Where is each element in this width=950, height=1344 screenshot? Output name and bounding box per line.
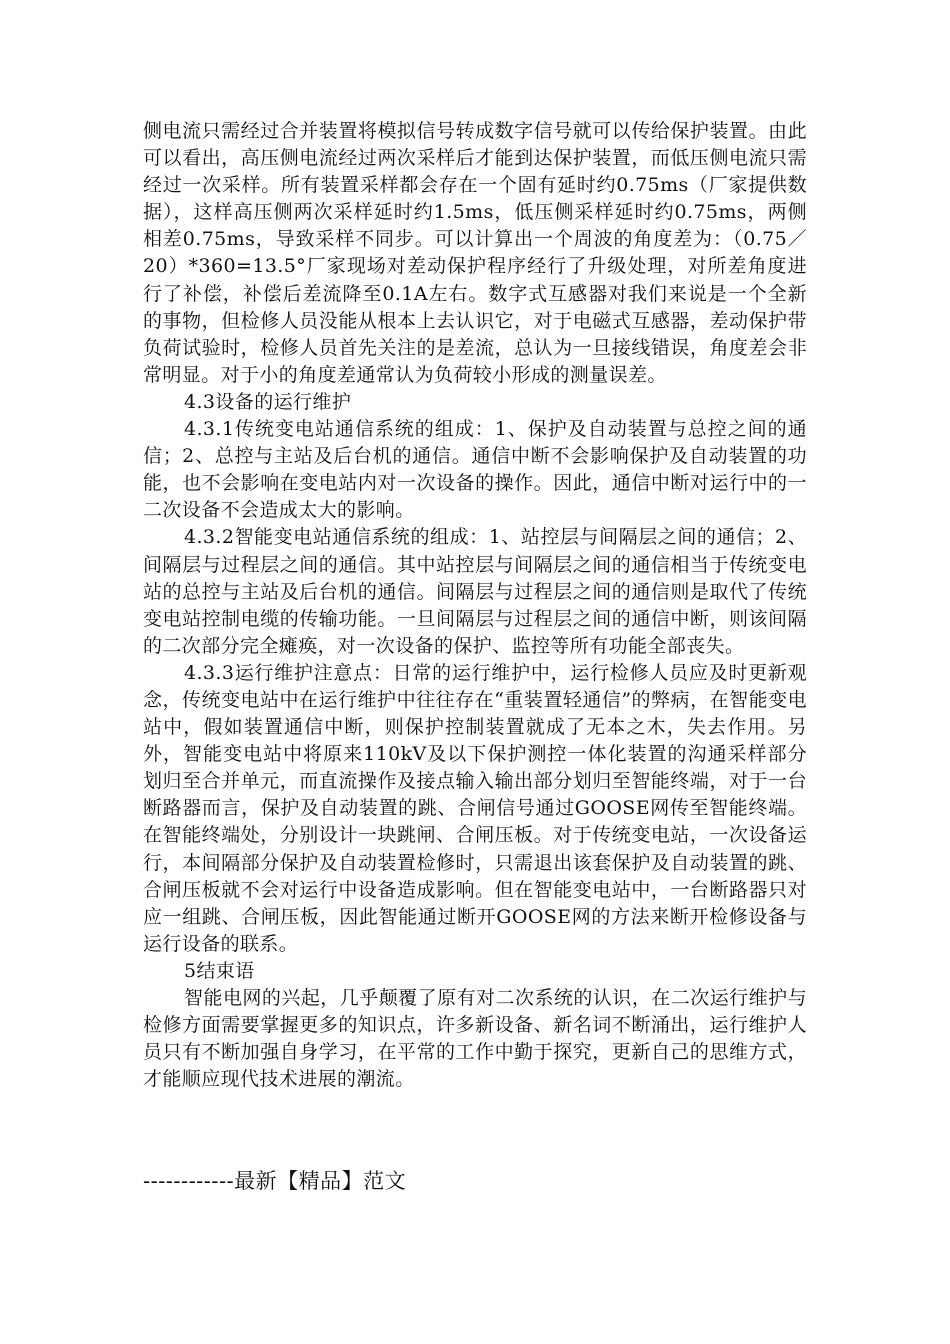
paragraph-4-3-3: 4.3.3运行维护注意点：日常的运行维护中，运行检修人员应及时更新观念，传统变电站中在运行维护中往往存在“重装置轻通信”的弊病，在智能变电站中，假如装置通信中断，则保护控制装置就成了无本之木，失去作用。另外，智能变电站中将原来110kV及以下保护测控一体化装置的沟通采样部分划归至合并单元，而直流操作及接点输入输出部分划归至智能终端，对于一台断路器而言，保护及自动装置的跳、合闸信号通过GOOSE网传至智能终端。在智能终端处，分别设计一块跳闸、合闸压板。对于传统变电站，一次设备运行，本间隔部分保护及自动装置检修时，只需退出该套保护及自动装置的跳、合闸压板就不会对运行中设备造成影响。但在智能变电站中，一台断路器只对应一组跳、合闸压板，因此智能通过断开GOOSE网的方法来断开检修设备与运行设备的联系。 xyxy=(143,661,807,955)
document-body xyxy=(143,118,807,1093)
section-heading-5: 5结束语 xyxy=(184,959,255,982)
paragraph-4-3-1: 4.3.1传统变电站通信系统的组成：1、保护及自动装置与总控之间的通信；2、总控与主站及后台机的通信。通信中断不会影响保护及自动装置的功能，也不会影响在变电站内对一次设备的操作。因此，通信中断对运行中的一二次设备不会造成太大的影响。 xyxy=(143,418,807,522)
paragraph-current-sampling: 侧电流只需经过合并装置将模拟信号转成数字信号就可以传给保护装置。由此可以看出，高压侧电流经过两次采样后才能到达保护装置，而低压侧电流只需经过一次采样。所有装置采样都会存在一个固有延时约0.75ms（厂家提供数据），这样高压侧两次采样延时约1.5ms，低压侧采样延时约0.75ms，两侧相差0.75ms，导致采样不同步。可以计算出一个周波的角度差为：（0.75／20）*360=13.5°厂家现场对差动保护程序经行了升级处理，对所差角度进行了补偿，补偿后差流降至0.1A左右。数字式互感器对我们来说是一个全新的事物，但检修人员没能从根本上去认识它，对于电磁式互感器，差动保护带负荷试验时，检修人员首先关注的是差流，总认为一旦接线错误，角度差会非常明显。对于小的角度差通常认为负荷较小形成的测量误差。 xyxy=(143,120,807,386)
page-footer: ------------最新【精品】范文 xyxy=(143,1169,407,1193)
paragraph-4-3-2: 4.3.2智能变电站通信系统的组成：1、站控层与间隔层之间的通信；2、间隔层与过程层之间的通信。其中站控层与间隔层之间的通信相当于传统变电站的总控与主站及后台机的通信。间隔层与过程层之间的通信则是取代了传统变电站控制电缆的传输功能。一旦间隔层与过程层之间的通信中断，则该间隔的二次部分完全瘫痪，对一次设备的保护、监控等所有功能全部丧失。 xyxy=(143,526,807,657)
section-heading-4-3: 4.3设备的运行维护 xyxy=(184,390,352,413)
paragraph-conclusion: 智能电网的兴起，几乎颠覆了原有对二次系统的认识，在二次运行维护与检修方面需要掌握更多的知识点，许多新设备、新名词不断涌出，运行维护人员只有不断加强自身学习，在平常的工作中勤于探究，更新自己的思维方式，才能顺应现代技术进展的潮流。 xyxy=(143,987,807,1091)
